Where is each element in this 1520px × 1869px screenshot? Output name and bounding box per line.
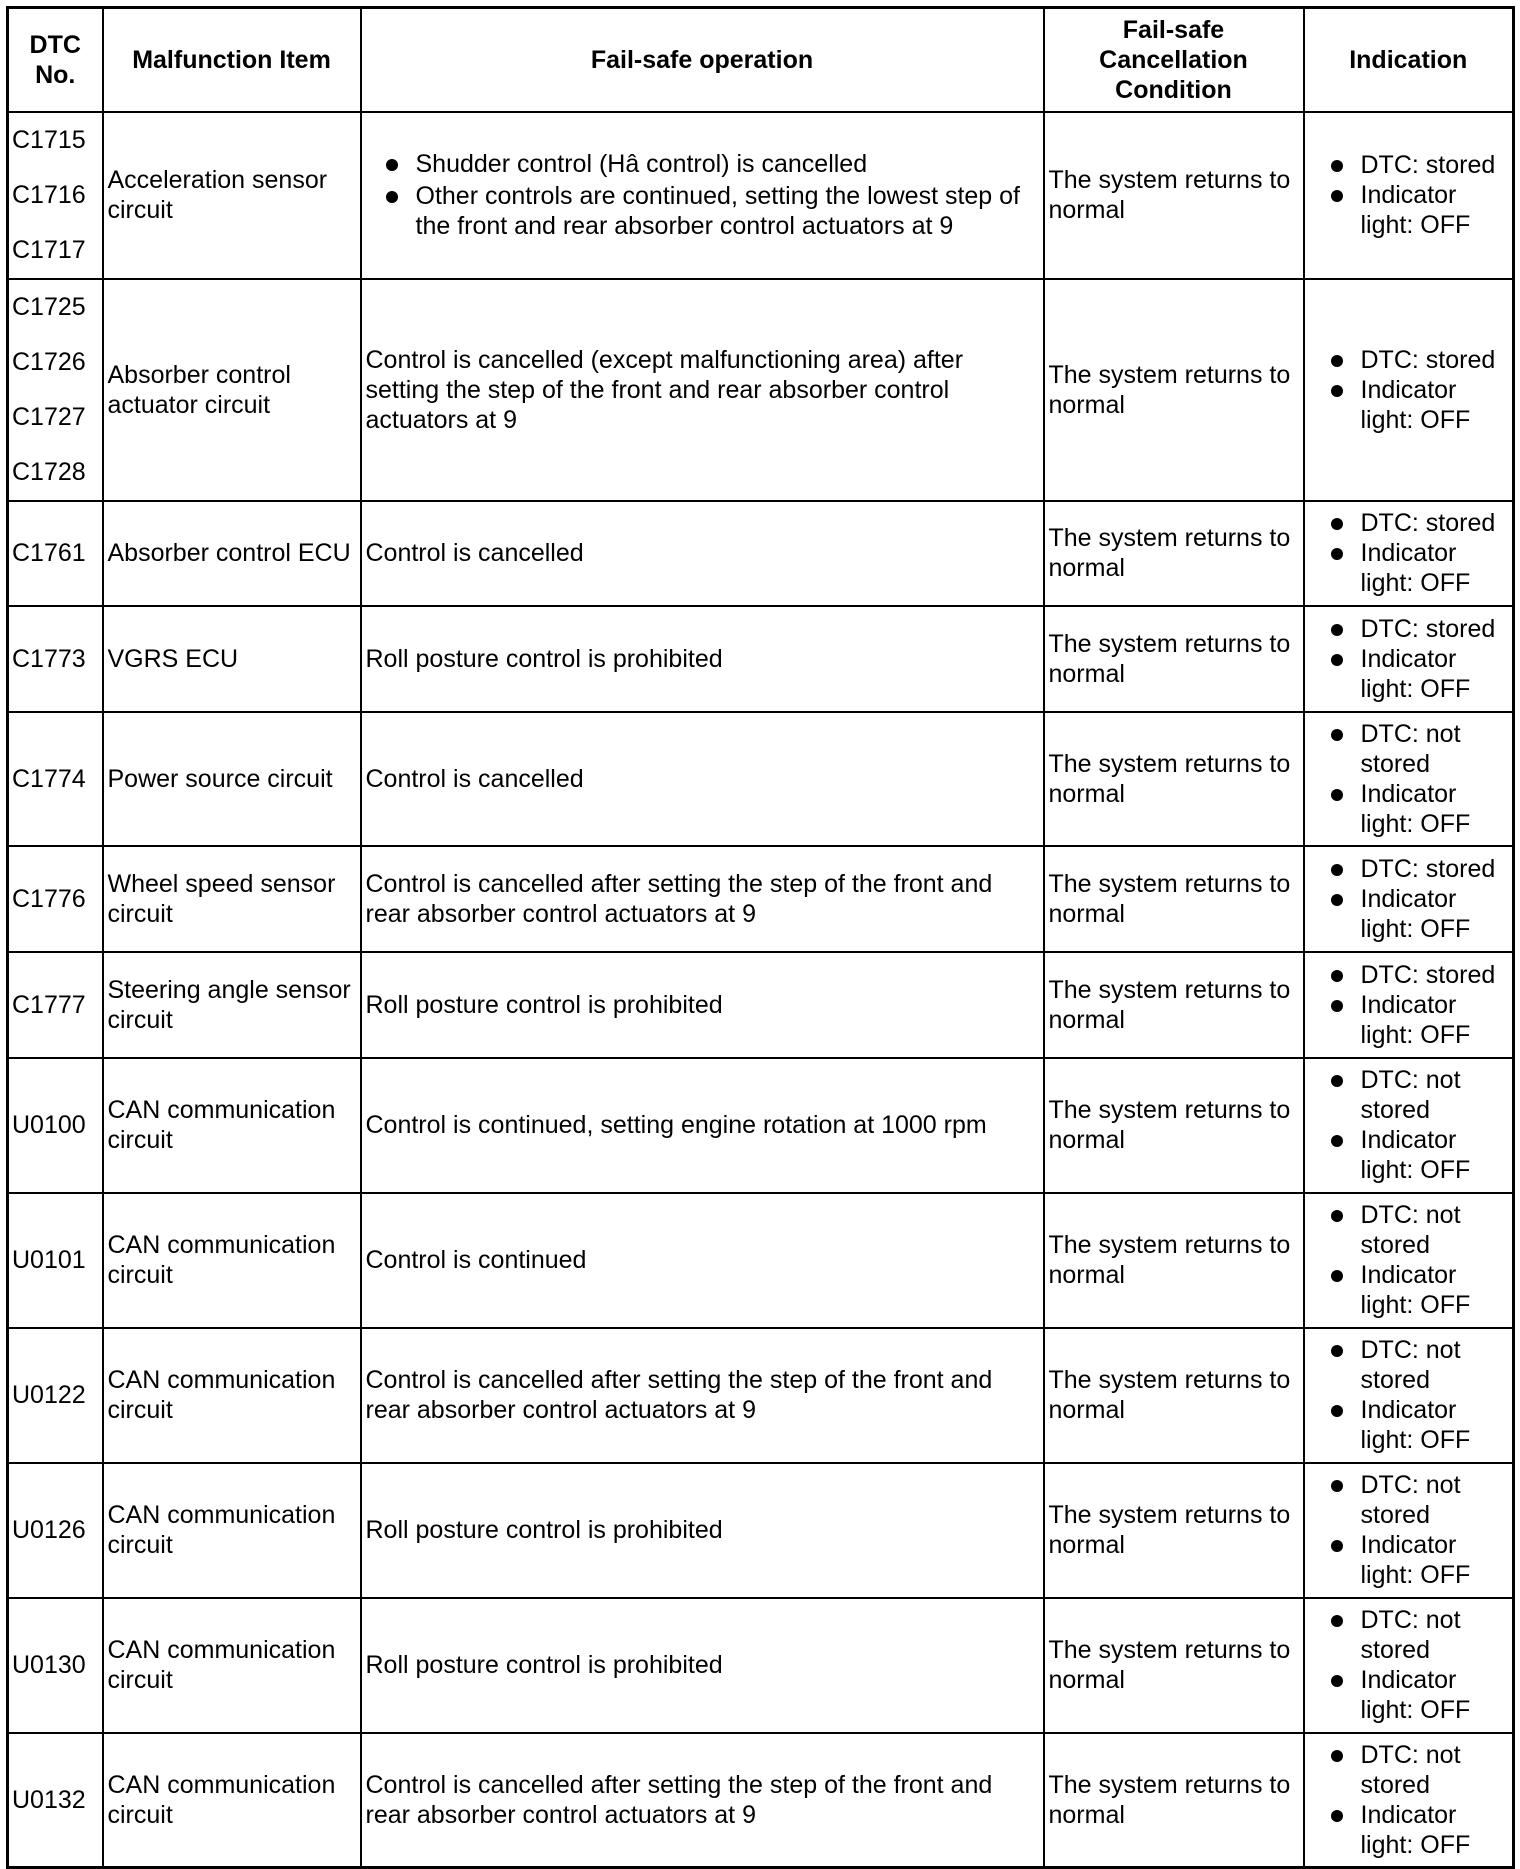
cancellation-condition-cell: The system returns to normal xyxy=(1044,1328,1304,1463)
dtc-code: U0100 xyxy=(12,1111,86,1139)
table-row xyxy=(8,1598,1514,1733)
table-row xyxy=(8,1328,1514,1463)
indication-item: Indicator light: OFF xyxy=(1309,1125,1509,1185)
cancellation-condition-cell: The system returns to normal xyxy=(1044,952,1304,1058)
fail-safe-operation-cell: Roll posture control is prohibited xyxy=(361,952,1044,1058)
indication-cell xyxy=(1304,1058,1514,1193)
table-row xyxy=(8,606,1514,712)
dtc-code-cell xyxy=(8,279,103,501)
indication-item: DTC: not stored xyxy=(1309,1605,1509,1665)
indication-cell xyxy=(1304,1463,1514,1598)
indication-item: Indicator light: OFF xyxy=(1309,538,1509,598)
fail-safe-operation-cell: Control is cancelled after setting the step of the front and rear absorber control actuators at 9 xyxy=(361,1733,1044,1868)
malfunction-item-cell: Absorber control actuator circuit xyxy=(103,279,361,501)
indication-cell xyxy=(1304,501,1514,606)
indication-list xyxy=(1309,614,1509,704)
indication-list xyxy=(1309,1200,1509,1320)
header-fail-safe-operation: Fail-safe operation xyxy=(361,8,1044,112)
dtc-code-cell xyxy=(8,846,103,952)
indication-item: Indicator light: OFF xyxy=(1309,1800,1509,1860)
cancellation-condition-cell: The system returns to normal xyxy=(1044,112,1304,279)
dtc-code: U0126 xyxy=(12,1516,86,1544)
dtc-code: C1716 xyxy=(12,180,86,209)
fail-safe-operation-cell: Roll posture control is prohibited xyxy=(361,1598,1044,1733)
indication-cell xyxy=(1304,846,1514,952)
indication-item: DTC: stored xyxy=(1309,960,1509,990)
indication-list xyxy=(1309,960,1509,1050)
operation-bullet-item: Other controls are continued, setting the lowest step of the front and rear absorber control actuators at 9 xyxy=(366,181,1039,241)
malfunction-item-cell: CAN communication circuit xyxy=(103,1328,361,1463)
indication-list xyxy=(1309,345,1509,435)
indication-item: Indicator light: OFF xyxy=(1309,644,1509,704)
indication-item: DTC: stored xyxy=(1309,508,1509,538)
fail-safe-operation-cell: Control is cancelled after setting the step of the front and rear absorber control actuators at 9 xyxy=(361,846,1044,952)
cancellation-condition-cell: The system returns to normal xyxy=(1044,501,1304,606)
table-row xyxy=(8,846,1514,952)
indication-item: Indicator light: OFF xyxy=(1309,1395,1509,1455)
dtc-code: U0130 xyxy=(12,1651,86,1679)
fail-safe-operation-cell: Control is cancelled after setting the step of the front and rear absorber control actuators at 9 xyxy=(361,1328,1044,1463)
dtc-code-cell xyxy=(8,501,103,606)
indication-item: DTC: not stored xyxy=(1309,719,1509,779)
indication-cell xyxy=(1304,1193,1514,1328)
operation-bullet-list xyxy=(366,149,1039,241)
dtc-code: C1761 xyxy=(12,539,86,567)
dtc-code-cell xyxy=(8,112,103,279)
dtc-code: C1773 xyxy=(12,644,86,673)
indication-list xyxy=(1309,1065,1509,1185)
indication-cell xyxy=(1304,712,1514,846)
malfunction-item-cell: Steering angle sensor circuit xyxy=(103,952,361,1058)
dtc-code: C1726 xyxy=(12,347,86,376)
table-row xyxy=(8,1733,1514,1868)
indication-item: Indicator light: OFF xyxy=(1309,180,1509,240)
fail-safe-operation-cell: Control is continued, setting engine rotation at 1000 rpm xyxy=(361,1058,1044,1193)
fail-safe-operation-cell: Control is cancelled xyxy=(361,712,1044,846)
malfunction-item-cell: Acceleration sensor circuit xyxy=(103,112,361,279)
header-row xyxy=(8,8,1514,112)
dtc-fail-safe-table xyxy=(6,6,1515,1869)
header-cancellation-condition: Fail-safe Cancellation Condition xyxy=(1044,8,1304,112)
dtc-code: C1774 xyxy=(12,764,86,793)
fail-safe-operation-cell: Roll posture control is prohibited xyxy=(361,1463,1044,1598)
indication-item: DTC: stored xyxy=(1309,150,1509,180)
indication-item: Indicator light: OFF xyxy=(1309,375,1509,435)
malfunction-item-cell: CAN communication circuit xyxy=(103,1463,361,1598)
fail-safe-operation-cell: Roll posture control is prohibited xyxy=(361,606,1044,712)
table-row xyxy=(8,1193,1514,1328)
indication-item: DTC: not stored xyxy=(1309,1200,1509,1260)
indication-list xyxy=(1309,1335,1509,1455)
fail-safe-operation-cell: Control is cancelled xyxy=(361,501,1044,606)
indication-item: Indicator light: OFF xyxy=(1309,1260,1509,1320)
indication-item: DTC: not stored xyxy=(1309,1335,1509,1395)
indication-item: Indicator light: OFF xyxy=(1309,884,1509,944)
indication-list xyxy=(1309,1470,1509,1590)
indication-list xyxy=(1309,854,1509,944)
dtc-code-cell xyxy=(8,606,103,712)
cancellation-condition-cell: The system returns to normal xyxy=(1044,712,1304,846)
table-row xyxy=(8,952,1514,1058)
indication-item: Indicator light: OFF xyxy=(1309,990,1509,1050)
indication-list xyxy=(1309,508,1509,598)
indication-cell xyxy=(1304,606,1514,712)
fail-safe-operation-cell: Control is cancelled (except malfunctioning area) after setting the step of the front and rear absorber control actuators at 9 xyxy=(361,279,1044,501)
indication-list xyxy=(1309,719,1509,839)
header-dtc-no: DTC No. xyxy=(8,8,103,112)
dtc-code: C1777 xyxy=(12,990,86,1019)
dtc-code: C1717 xyxy=(12,235,86,264)
dtc-code: C1728 xyxy=(12,457,86,486)
indication-cell xyxy=(1304,112,1514,279)
indication-item: Indicator light: OFF xyxy=(1309,1665,1509,1725)
table-row xyxy=(8,1463,1514,1598)
malfunction-item-cell: Absorber control ECU xyxy=(103,501,361,606)
fail-safe-operation-cell: Control is continued xyxy=(361,1193,1044,1328)
fail-safe-operation-cell xyxy=(361,112,1044,279)
table-row xyxy=(8,1058,1514,1193)
dtc-code-cell xyxy=(8,1193,103,1328)
dtc-code-cell xyxy=(8,1058,103,1193)
indication-cell xyxy=(1304,1328,1514,1463)
dtc-code: U0132 xyxy=(12,1785,86,1814)
cancellation-condition-cell: The system returns to normal xyxy=(1044,1598,1304,1733)
malfunction-item-cell: CAN communication circuit xyxy=(103,1058,361,1193)
dtc-code-cell xyxy=(8,1463,103,1598)
cancellation-condition-cell: The system returns to normal xyxy=(1044,606,1304,712)
indication-item: DTC: stored xyxy=(1309,854,1509,884)
malfunction-item-cell: VGRS ECU xyxy=(103,606,361,712)
dtc-code-cell xyxy=(8,1733,103,1868)
cancellation-condition-cell: The system returns to normal xyxy=(1044,279,1304,501)
dtc-code: U0122 xyxy=(12,1381,86,1409)
indication-item: DTC: not stored xyxy=(1309,1065,1509,1125)
malfunction-item-cell: Power source circuit xyxy=(103,712,361,846)
cancellation-condition-cell: The system returns to normal xyxy=(1044,1058,1304,1193)
malfunction-item-cell: CAN communication circuit xyxy=(103,1733,361,1868)
indication-item: DTC: stored xyxy=(1309,345,1509,375)
table-body xyxy=(8,112,1514,1868)
cancellation-condition-cell: The system returns to normal xyxy=(1044,1733,1304,1868)
dtc-code-cell xyxy=(8,1598,103,1733)
dtc-code-cell xyxy=(8,712,103,846)
cancellation-condition-cell: The system returns to normal xyxy=(1044,1463,1304,1598)
operation-bullet-item: Shudder control (Hâ control) is cancelled xyxy=(366,149,1039,179)
dtc-code: U0101 xyxy=(12,1246,86,1274)
dtc-code: C1727 xyxy=(12,402,86,431)
indication-item: DTC: not stored xyxy=(1309,1740,1509,1800)
malfunction-item-cell: Wheel speed sensor circuit xyxy=(103,846,361,952)
indication-cell xyxy=(1304,1733,1514,1868)
dtc-code: C1715 xyxy=(12,125,86,154)
indication-item: DTC: stored xyxy=(1309,614,1509,644)
dtc-code: C1725 xyxy=(12,292,86,321)
indication-item: Indicator light: OFF xyxy=(1309,1530,1509,1590)
cancellation-condition-cell: The system returns to normal xyxy=(1044,846,1304,952)
dtc-code: C1776 xyxy=(12,884,86,913)
indication-item: Indicator light: OFF xyxy=(1309,779,1509,839)
table-row xyxy=(8,112,1514,279)
cancellation-condition-cell: The system returns to normal xyxy=(1044,1193,1304,1328)
malfunction-item-cell: CAN communication circuit xyxy=(103,1193,361,1328)
malfunction-item-cell: CAN communication circuit xyxy=(103,1598,361,1733)
table-row xyxy=(8,279,1514,501)
indication-item: DTC: not stored xyxy=(1309,1470,1509,1530)
header-indication: Indication xyxy=(1304,8,1514,112)
dtc-code-cell xyxy=(8,1328,103,1463)
indication-list xyxy=(1309,1605,1509,1725)
table-row xyxy=(8,712,1514,846)
indication-cell xyxy=(1304,952,1514,1058)
indication-cell xyxy=(1304,1598,1514,1733)
indication-cell xyxy=(1304,279,1514,501)
header-malfunction-item: Malfunction Item xyxy=(103,8,361,112)
dtc-code-cell xyxy=(8,952,103,1058)
indication-list xyxy=(1309,150,1509,240)
table-row xyxy=(8,501,1514,606)
dtc-fail-safe-table-page xyxy=(6,6,1512,1859)
